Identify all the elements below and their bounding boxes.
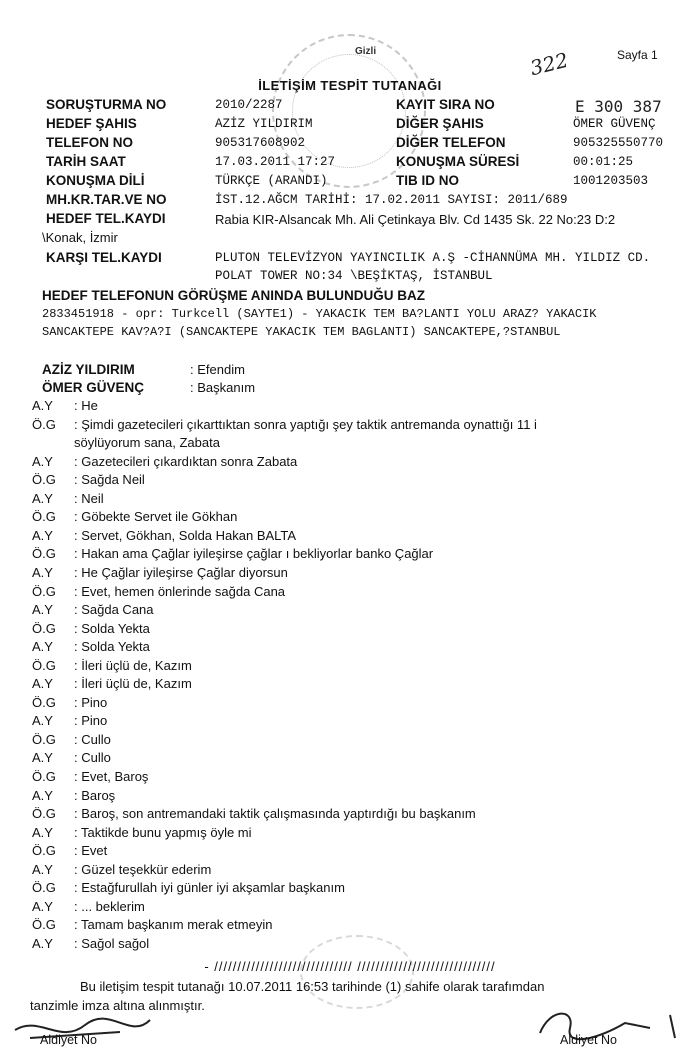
dialog-speaker-abbr: Ö.G <box>32 843 56 859</box>
dialog-speaker-abbr: Ö.G <box>32 583 56 599</box>
dialog-speaker-abbr: A.Y <box>32 898 53 914</box>
dialog-text: : Evet <box>74 843 108 859</box>
dialog-text: : Taktikde bunu yapmış öyle mi <box>74 824 252 840</box>
dialog-speaker-abbr: A.Y <box>32 713 53 729</box>
value-diger-sahis: ÖMER GÜVENÇ <box>573 117 656 131</box>
value-tarih-saat: 17.03.2011 17:27 <box>215 155 336 169</box>
dialog-text: : Servet, Gökhan, Solda Hakan BALTA <box>74 527 297 543</box>
dialog-text: : ... beklerim <box>74 898 145 914</box>
dialog-speaker-abbr: A.Y <box>32 564 53 580</box>
dialog-text: : Sağda Cana <box>74 602 154 618</box>
dialog-speaker-abbr: Ö.G <box>32 620 56 636</box>
dialog-text: : Güzel teşekkür ederim <box>74 861 212 877</box>
label-mh-kr-tar: MH.KR.TAR.VE NO <box>46 192 167 207</box>
handwritten-number: 322 <box>527 47 571 81</box>
dialog-text: : İleri üçlü de, Kazım <box>74 657 192 673</box>
label-kayit-sira-no: KAYIT SIRA NO <box>396 97 495 112</box>
dialog-text: : Cullo <box>74 731 111 747</box>
dialog-text: : Şimdi gazetecileri çıkarttıktan sonra yaptığı şey taktik antremanda oynattığı 11 i <box>74 416 537 432</box>
dialog-text: : Evet, hemen önlerinde sağda Cana <box>74 583 286 599</box>
label-konusma-dili: KONUŞMA DİLİ <box>46 173 145 188</box>
dialog-text: : Solda Yekta <box>74 639 150 655</box>
dialog-speaker-abbr: A.Y <box>32 602 53 618</box>
value-konusma-dili: TÜRKÇE (ARANDI) <box>215 174 328 188</box>
value-hedef-sahis: AZİZ YILDIRIM <box>215 117 313 131</box>
dialog-text: : Sağda Neil <box>74 472 145 488</box>
label-diger-telefon: DİĞER TELEFON <box>396 135 506 150</box>
dialog-text: : Gazetecileri çıkardıktan sonra Zabata <box>74 453 298 469</box>
dialog-text: : Evet, Baroş <box>74 769 149 784</box>
value-diger-telefon: 905325550770 <box>573 136 664 150</box>
dialog-text: : Baroş <box>74 787 116 803</box>
label-baz: HEDEF TELEFONUN GÖRÜŞME ANINDA BULUNDUĞU BAZ <box>42 288 425 303</box>
dialog-speaker-abbr: A.Y <box>32 676 53 692</box>
dialog-text: : Pino <box>74 713 108 729</box>
speaker-omer-text: : Başkanım <box>190 380 256 395</box>
dialog-speaker-abbr: Ö.G <box>32 769 56 784</box>
dialog-speaker-abbr: Ö.G <box>32 694 56 710</box>
value-konusma-suresi: 00:01:25 <box>573 155 634 169</box>
value-kayit-sira-no: E 300 387 <box>575 97 662 116</box>
dialog-text: : He <box>74 398 98 413</box>
label-hedef-sahis: HEDEF ŞAHIS <box>46 116 137 131</box>
sign-label-right: Aldiyet No <box>560 1033 617 1047</box>
dialog-speaker-abbr: Ö.G <box>32 546 56 562</box>
dialog-text: : Hakan ama Çağlar iyileşirse çağlar ı bekliyorlar banko Çağlar <box>74 546 434 562</box>
dialog-speaker-abbr: A.Y <box>32 639 53 655</box>
value-sorusturma-no: 2010/2287 <box>215 98 283 112</box>
value-mh-kr-tar: İST.12.AĞCM TARİHİ: 17.02.2011 SAYISI: 2011/689 <box>215 193 568 207</box>
label-tib-id-no: TIB ID NO <box>396 173 459 188</box>
value-karsi-tel-kaydi: PLUTON TELEVİZYON YAYINCILIK A.Ş -CİHANNÜMA MH. YILDIZ CD. <box>215 251 651 265</box>
dialog-speaker-abbr: Ö.G <box>32 880 56 896</box>
dialog-speaker-abbr: Ö.G <box>32 731 56 747</box>
label-telefon-no: TELEFON NO <box>46 135 133 150</box>
dialog-speaker-abbr: A.Y <box>32 824 53 840</box>
label-diger-sahis: DİĞER ŞAHIS <box>396 116 484 131</box>
separator-slashes: - ////////////////////////////// ////////////////////////////// <box>204 959 496 974</box>
label-tarih-saat: TARİH SAAT <box>46 154 126 169</box>
dialog-text: : Solda Yekta <box>74 620 150 636</box>
dialog-text: : Tamam başkanım merak etmeyin <box>74 917 273 933</box>
dialog-text: : Neil <box>74 490 104 506</box>
dialog-text: : Göbekte Servet ile Gökhan <box>74 509 238 525</box>
value-hedef-tel-kaydi: Rabia KIR-Alsancak Mh. Ali Çetinkaya Blv. Cd 1435 Sk. 22 No:23 D:2 <box>215 212 616 227</box>
closing-line-2: tanzimle imza altına alınmıştır. <box>30 998 205 1013</box>
value-tib-id-no: 1001203503 <box>573 174 649 188</box>
value-hedef-tel-kaydi-2: \Konak, İzmir <box>42 230 118 245</box>
label-sorusturma-no: SORUŞTURMA NO <box>46 97 167 112</box>
speaker-aziz-name: AZİZ YILDIRIM <box>42 362 135 377</box>
dialog-speaker-abbr: Ö.G <box>32 416 56 432</box>
dialog-speaker-abbr: A.Y <box>32 453 53 469</box>
dialog-speaker-abbr: Ö.G <box>32 657 56 673</box>
dialog-speaker-abbr: Ö.G <box>32 472 56 488</box>
dialog-speaker-abbr: A.Y <box>32 861 53 877</box>
dialog-speaker-abbr: Ö.G <box>32 509 56 525</box>
speaker-omer-name: ÖMER GÜVENÇ <box>42 380 145 395</box>
dialog-speaker-abbr: A.Y <box>32 527 53 543</box>
value-telefon-no: 905317608902 <box>215 136 306 150</box>
dialog-text: : Cullo <box>74 750 111 766</box>
dialog-speaker-abbr: Ö.G <box>32 917 56 933</box>
value-baz: 2833451918 - opr: Turkcell (SAYTE1) - YAKACIK TEM BA?LANTI YOLU ARAZ? YAKACIK <box>42 307 597 321</box>
value-baz-2: SANCAKTEPE KAV?A?I (SANCAKTEPE YAKACIK TEM BAGLANTI) SANCAKTEPE,?STANBUL <box>42 325 561 339</box>
dialog-text: : İleri üçlü de, Kazım <box>74 676 192 692</box>
speaker-aziz-text: : Efendim <box>190 362 245 377</box>
document-title: İLETİŞİM TESPİT TUTANAĞI <box>258 78 442 93</box>
value-karsi-tel-kaydi-2: POLAT TOWER NO:34 \BEŞİKTAŞ, İSTANBUL <box>215 269 493 283</box>
label-karsi-tel-kaydi: KARŞI TEL.KAYDI <box>46 250 162 265</box>
dialog-speaker-abbr: A.Y <box>32 398 53 413</box>
confidential-mark: Gizli <box>355 46 377 57</box>
sign-label-left: Aldiyet No <box>40 1033 97 1047</box>
dialog-text: : Sağol sağol <box>74 935 150 951</box>
dialog-speaker-abbr: Ö.G <box>32 806 56 822</box>
label-hedef-tel-kaydi: HEDEF TEL.KAYDI <box>46 211 166 226</box>
label-konusma-suresi: KONUŞMA SÜRESİ <box>396 154 520 169</box>
dialog-speaker-abbr: A.Y <box>32 787 53 803</box>
dialog-text: söylüyorum sana, Zabata <box>74 435 220 451</box>
dialog-text: : Baroş, son antremandaki taktik çalışmasında yaptırdığı bu başkanım <box>74 806 476 822</box>
page-number: Sayfa 1 <box>617 48 658 62</box>
dialog-speaker-abbr: A.Y <box>32 750 53 766</box>
dialog-text: : He Çağlar iyileşirse Çağlar diyorsun <box>74 564 288 580</box>
dialog-text: : Pino <box>74 694 108 710</box>
dialog-text: : Estağfurullah iyi günler iyi akşamlar başkanım <box>74 880 345 896</box>
dialog-speaker-abbr: A.Y <box>32 490 53 506</box>
dialog-speaker-abbr: A.Y <box>32 935 53 951</box>
closing-line-1: Bu iletişim tespit tutanağı 10.07.2011 16:53 tarihinde (1) sahife olarak tarafımdan <box>80 979 545 994</box>
